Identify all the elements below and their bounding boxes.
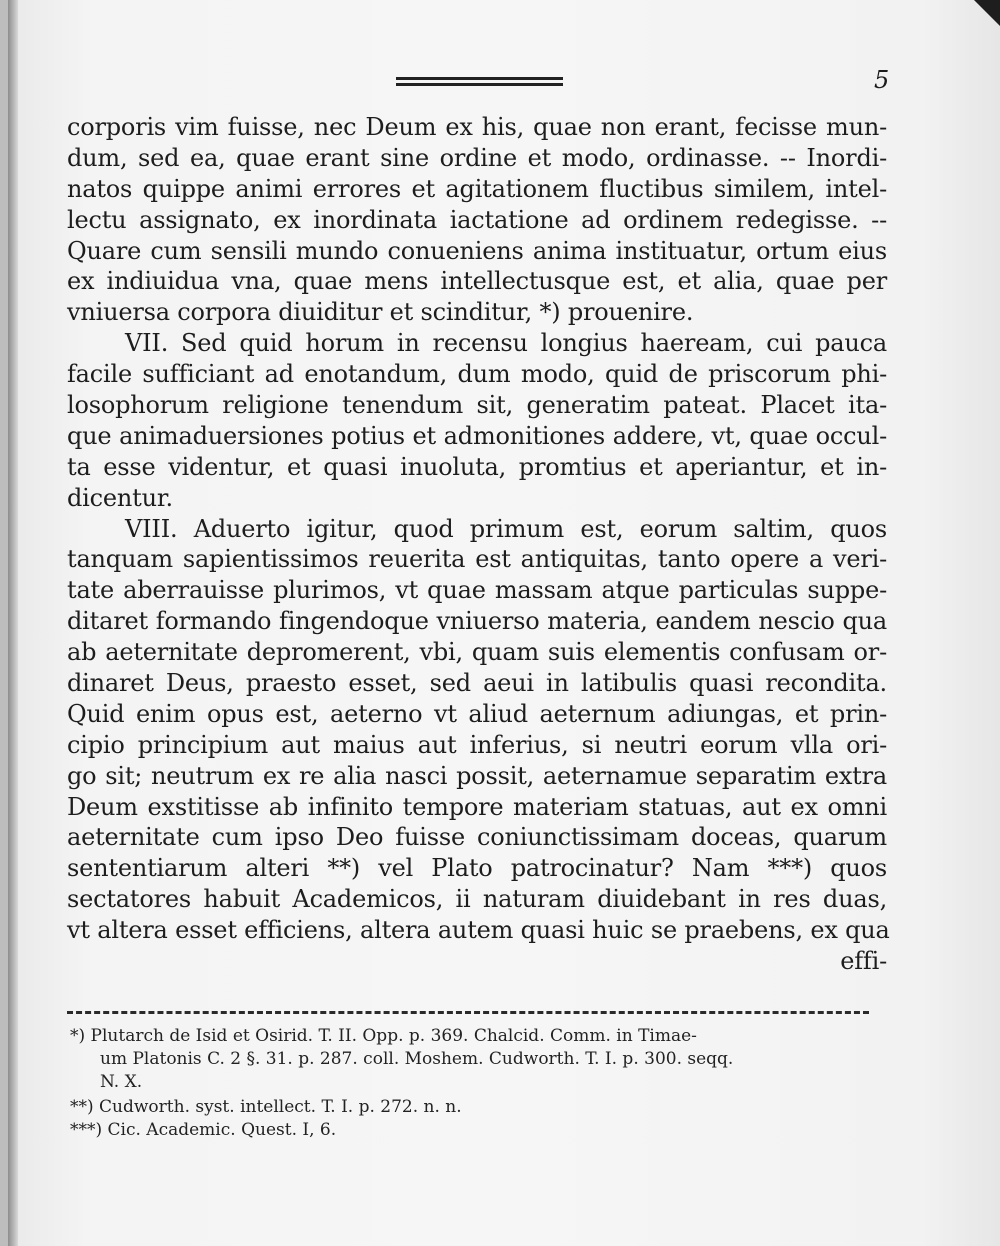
text-line: sectatores habuit Academicos, ii naturam diuidebant in res duas,	[67, 885, 887, 914]
text-line: sententiarum alteri **) vel Plato patrocinatur? Nam ***) quos	[67, 854, 887, 883]
text-line: lectu assignato, ex inordinata iactatione ad ordinem redegisse. --	[67, 205, 887, 234]
text-line: dicentur.	[67, 483, 173, 512]
page-number: 5	[874, 66, 890, 94]
text-line: natos quippe animi errores et agitationem fluctibus similem, intel-	[67, 174, 887, 203]
text-line: Quid enim opus est, aeterno vt aliud aeternum adiungas, et prin-	[67, 699, 887, 728]
text-line: ab aeternitate depromerent, vbi, quam suis elementis confusam or-	[67, 638, 887, 667]
text-line: dinaret Deus, praesto esset, sed aeui in latibulis quasi recondita.	[67, 669, 887, 698]
footnote-1: *) Plutarch de Isid et Osirid. T. II. Opp. p. 369. Chalcid. Comm. in Timae-	[70, 1026, 697, 1046]
text-line: tate aberrauisse plurimos, vt quae massam atque particulas suppe-	[67, 576, 887, 605]
text-line: losophorum religione tenendum sit, generatim pateat. Placet ita-	[67, 391, 887, 420]
page-gutter-shadow	[8, 0, 18, 1246]
text-line: cipio principium aut maius aut inferius, si neutri eorum vlla ori-	[67, 730, 887, 759]
text-line: facile sufficiant ad enotandum, dum modo, quid de priscorum phi-	[67, 360, 887, 389]
book-page	[8, 0, 1000, 1246]
text-line: ta esse videntur, et quasi inuoluta, promtius et aperiantur, et in-	[67, 452, 887, 481]
text-line: ditaret formando fingendoque vniuerso materia, eandem nescio qua	[67, 607, 887, 636]
text-line: dum, sed ea, quae erant sine ordine et modo, ordinasse. -- Inordi-	[67, 143, 887, 172]
footnote-3: ***) Cic. Academic. Quest. I, 6.	[70, 1120, 337, 1140]
text-line: ex indiuidua vna, quae mens intellectusque est, et alia, quae per	[67, 267, 887, 296]
page-corner	[974, 0, 1000, 26]
section-viii-start: VIII. Aduerto igitur, quod primum est, eorum saltim, quos	[125, 514, 887, 543]
catchword: effi-	[840, 947, 887, 976]
footnote-2: **) Cudworth. syst. intellect. T. I. p. 272. n. n.	[70, 1097, 462, 1117]
text-line: vt altera esset efficiens, altera autem quasi huic se praebens, ex qua	[67, 916, 890, 945]
footnote-1-continued: um Platonis C. 2 §. 31. p. 287. coll. Moshem. Cudworth. T. I. p. 300. seqq.	[100, 1049, 734, 1069]
section-vii-start: VII. Sed quid horum in recensu longius haeream, cui pauca	[125, 329, 887, 358]
footnote-divider	[67, 1011, 869, 1014]
footnote-1-continued: N. X.	[100, 1072, 143, 1092]
text-line: Quare cum sensili mundo conueniens anima instituatur, ortum eius	[67, 236, 887, 265]
text-line: corporis vim fuisse, nec Deum ex his, quae non erant, fecisse mun-	[67, 113, 887, 141]
header-ornament-rule	[396, 77, 563, 86]
text-line: go sit; neutrum ex re alia nasci possit, aeternamue separatim extra	[67, 761, 887, 790]
text-line: tanquam sapientissimos reuerita est antiquitas, tanto opere a veri-	[67, 545, 887, 574]
footnotes	[70, 1025, 870, 1142]
text-line: vniuersa corpora diuiditur et scinditur, *) prouenire.	[67, 298, 694, 327]
text-line: que animaduersiones potius et admonitiones addere, vt, quae occul-	[67, 421, 887, 450]
text-line: Deum exstitisse ab infinito tempore materiam statuas, aut ex omni	[67, 792, 887, 821]
text-line: aeternitate cum ipso Deo fuisse coniunctissimam doceas, quarum	[67, 823, 887, 852]
main-text	[67, 112, 890, 977]
